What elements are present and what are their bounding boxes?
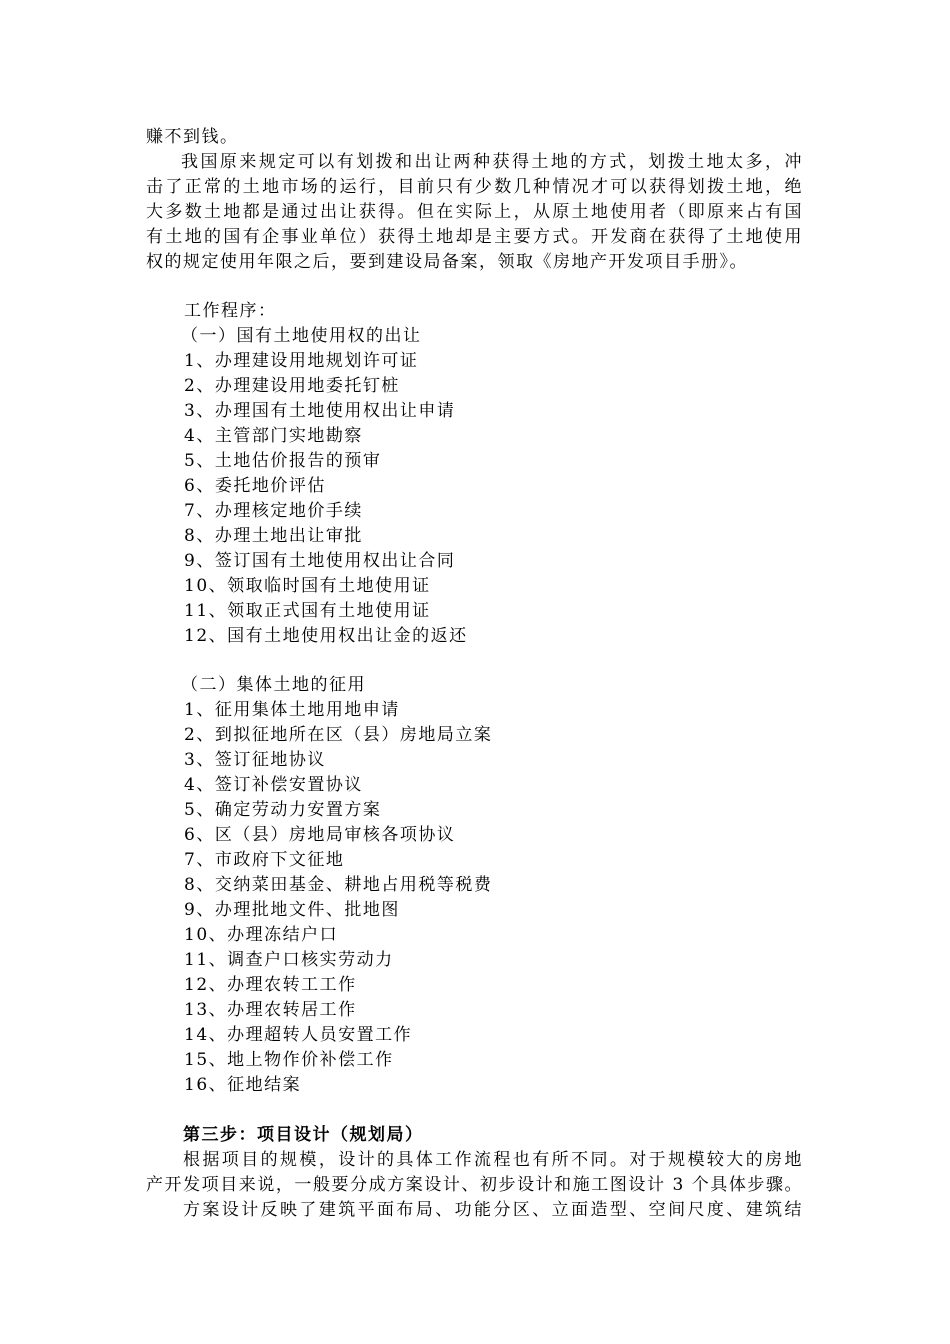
list-item: 8、办理土地出让审批 bbox=[184, 526, 363, 546]
list-item: 8、交纳菜田基金、耕地占用税等税费 bbox=[184, 875, 493, 895]
section-title: （一）国有土地使用权的出让 bbox=[181, 326, 422, 346]
list-item: 1、征用集体土地用地申请 bbox=[184, 700, 400, 720]
list-item: 10、办理冻结户口 bbox=[184, 925, 339, 945]
list-item: 5、确定劳动力安置方案 bbox=[184, 800, 382, 820]
paragraph-line: 大多数土地都是通过出让获得。但在实际上，从原土地使用者（即原来占有国 bbox=[146, 202, 803, 222]
list-item: 14、办理超转人员安置工作 bbox=[184, 1025, 413, 1045]
procedure-title: 工作程序： bbox=[184, 301, 277, 321]
list-item: 12、办理农转工工作 bbox=[184, 975, 357, 995]
list-item: 12、国有土地使用权出让金的返还 bbox=[184, 626, 468, 646]
list-item: 2、到拟征地所在区（县）房地局立案 bbox=[184, 725, 493, 745]
list-item: 3、签订征地协议 bbox=[184, 750, 326, 770]
step3-heading: 第三步：项目设计（规划局） bbox=[183, 1125, 424, 1145]
paragraph-line: 产开发项目来说，一般要分成方案设计、初步设计和施工图设计 3 个具体步骤。 bbox=[146, 1175, 803, 1195]
list-item: 13、办理农转居工作 bbox=[184, 1000, 357, 1020]
list-item: 11、领取正式国有土地使用证 bbox=[184, 601, 431, 621]
paragraph-line: 根据项目的规模，设计的具体工作流程也有所不同。对于规模较大的房地 bbox=[183, 1150, 803, 1170]
list-item: 7、办理核定地价手续 bbox=[184, 501, 363, 521]
list-item: 10、领取临时国有土地使用证 bbox=[184, 576, 431, 596]
list-item: 5、土地估价报告的预审 bbox=[184, 451, 382, 471]
paragraph-line: 有土地的国有企事业单位）获得土地却是主要方式。开发商在获得了土地使用 bbox=[146, 227, 803, 247]
list-item: 3、办理国有土地使用权出让申请 bbox=[184, 401, 456, 421]
list-item: 4、主管部门实地勘察 bbox=[184, 426, 363, 446]
list-item: 4、签订补偿安置协议 bbox=[184, 775, 363, 795]
list-item: 1、办理建设用地规划许可证 bbox=[184, 351, 419, 371]
paragraph-line: 权的规定使用年限之后，要到建设局备案，领取《房地产开发项目手册》。 bbox=[146, 252, 748, 272]
list-item: 11、调查户口核实劳动力 bbox=[184, 950, 394, 970]
paragraph-line: 我国原来规定可以有划拨和出让两种获得土地的方式，划拨土地太多，冲 bbox=[181, 152, 803, 172]
list-item: 6、委托地价评估 bbox=[184, 476, 326, 496]
list-item: 2、办理建设用地委托钉桩 bbox=[184, 376, 400, 396]
intro-line: 赚不到钱。 bbox=[146, 127, 239, 147]
section-title: （二）集体土地的征用 bbox=[181, 675, 366, 695]
list-item: 9、办理批地文件、批地图 bbox=[184, 900, 400, 920]
paragraph-line: 击了正常的土地市场的运行，目前只有少数几种情况才可以获得划拨土地，绝 bbox=[146, 177, 803, 197]
list-item: 16、征地结案 bbox=[184, 1075, 302, 1095]
list-item: 7、市政府下文征地 bbox=[184, 850, 345, 870]
list-item: 15、地上物作价补偿工作 bbox=[184, 1050, 394, 1070]
list-item: 9、签订国有土地使用权出让合同 bbox=[184, 551, 456, 571]
list-item: 6、区（县）房地局审核各项协议 bbox=[184, 825, 456, 845]
paragraph-line: 方案设计反映了建筑平面布局、功能分区、立面造型、空间尺度、建筑结 bbox=[183, 1200, 803, 1220]
